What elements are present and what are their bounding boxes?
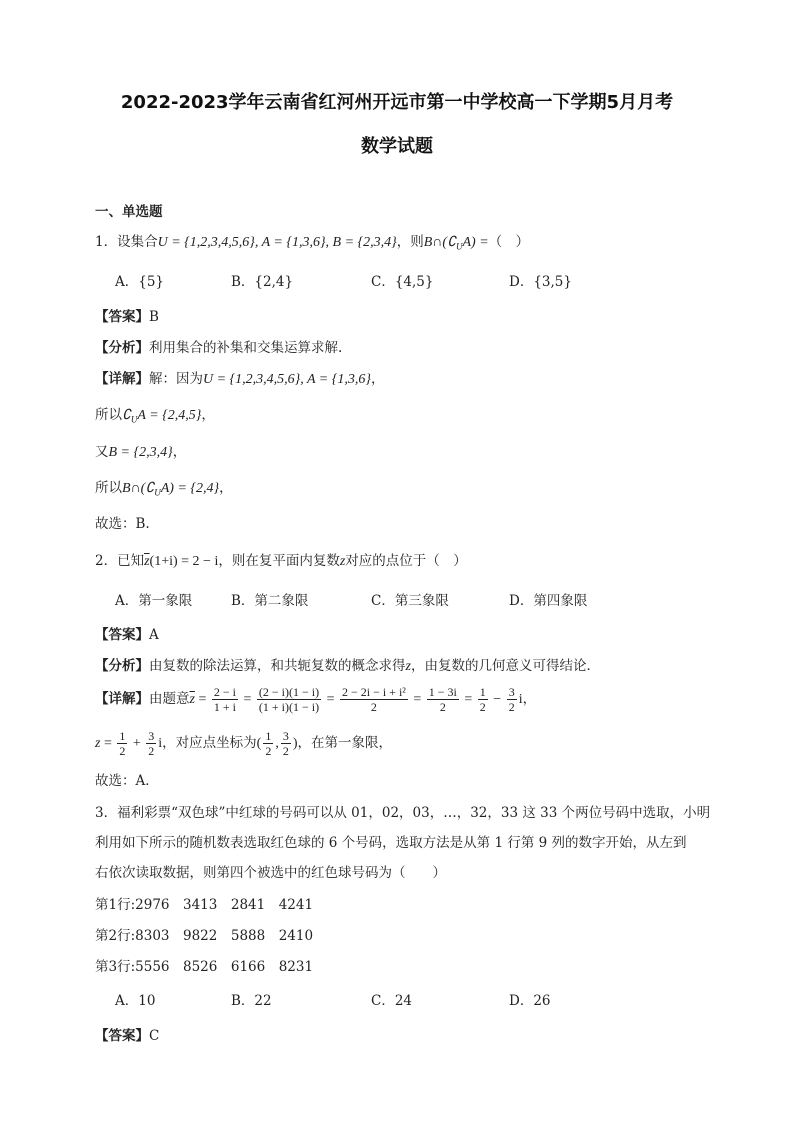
q2-frac-4-num: 1 − 3i: [428, 685, 457, 699]
q1-conclusion: 故选：B.: [95, 516, 150, 532]
q2-frac-5: [478, 685, 488, 714]
q3-table-row-2: 第2行:8303 9822 5888 2410: [95, 928, 314, 944]
q1-detail-4: [95, 479, 233, 502]
q1-detail-4-math: B∩(∁: [122, 481, 155, 496]
q1-detail-3-prefix: 又: [95, 444, 109, 460]
q2-detail-end: ，: [522, 691, 537, 707]
q3-answer-tag: 【答案】: [95, 1028, 149, 1044]
q2-stem-var: z: [339, 554, 346, 569]
q2-answer-value: A: [149, 627, 159, 643]
q2-option-d: D．第四象限: [509, 593, 588, 609]
q2-option-b: B．第二象限: [231, 593, 309, 609]
q2-frac-2-num: (2 − i)(1 − i): [258, 685, 320, 699]
q1-detail-2-suffix: ，: [201, 407, 215, 423]
q1-detail-1-math: U = {1,2,3,4,5,6}, A = {1,3,6}: [203, 372, 371, 387]
q1-detail-1: [95, 370, 384, 389]
q2-frac-6-num: 3: [508, 685, 515, 699]
q1-option-d: D．{3,5}: [509, 274, 572, 290]
q1-analysis-text: 利用集合的补集和交集运算求解.: [149, 340, 343, 356]
document-title-line-1: 2022-2023学年云南省红河州开远市第一中学校高一下学期5月月考: [120, 92, 674, 113]
q2-line2-z: z: [95, 736, 101, 751]
q2-stem-prefix: 2．已知: [95, 553, 145, 569]
q2-frac-2-den: (1 + i)(1 − i): [258, 700, 320, 714]
q2-point-y-den: 2: [282, 744, 289, 758]
q2-analysis-tag: 【分析】: [95, 658, 149, 674]
q1-stem-prefix: 1．设集合: [95, 234, 158, 250]
q2-analysis-a: 由复数的除法运算，和共轭复数的概念求得: [149, 658, 406, 674]
q3-stem-line-1: 3．福利彩票“双色球”中红球的号码可以从 01，02，03，…，32，33 这 33 个两位号码中选取，小明: [95, 805, 711, 821]
q2-stem-z: $\overline{z}$: [144, 554, 150, 569]
q2-point-x-den: 2: [265, 744, 272, 758]
q2-point-y-num: 3: [282, 729, 289, 743]
q1-detail-4-prefix: 所以: [95, 480, 122, 496]
q1-detail-2-sub: U: [130, 414, 138, 425]
q3-stem-line-3: 右依次读取数据，则第四个被选中的红色球号码为（ ）: [95, 865, 446, 881]
q1-stem-math3: A) =: [462, 235, 489, 250]
q2-line2-frac-2-den: 2: [148, 744, 155, 758]
q2-detail-prefix: 由题意: [149, 691, 190, 707]
q1-option-b: B．{2,4}: [231, 274, 294, 290]
q2-detail-1: 【详解】由题意$\overline{z}$ = $\frac{2 - i}{1 + i}$ = $\frac{(2 - i)(1 - i)}{(1 + i)(1 - i)}$ = $\frac{\text{2 − 2i − i + i²}}{2}$ = $\frac{1 - 3i}{2}$ = $\frac{1}{2}$ − $\frac{3}{2}$ i，: [95, 685, 537, 714]
q2-stem: [95, 552, 467, 571]
q1-analysis-tag: 【分析】: [95, 340, 149, 356]
q2-answer-tag: 【答案】: [95, 627, 149, 643]
q2-frac-5-num: 1: [479, 685, 486, 699]
q2-conclusion: 故选：A．: [95, 773, 159, 789]
q2-point-x: [263, 729, 273, 758]
q3-stem-line-2: 利用如下所示的随机数表选取红色球的 6 个号码，选取方法是从第 1 行第 9 列的数字开始，从左到: [95, 835, 687, 851]
q1-detail-4-sub: U: [154, 487, 161, 498]
q1-detail-2-math: ∁: [122, 408, 131, 423]
section-heading: 一、单选题: [95, 204, 163, 220]
q2-answer: [95, 626, 159, 644]
q1-detail-3-suffix: ，: [172, 444, 187, 460]
q1-answer: [95, 308, 159, 326]
q1-stem-sub: U: [455, 241, 463, 252]
q3-answer-value: C: [149, 1028, 160, 1044]
q1-option-c: C．{4,5}: [371, 274, 434, 290]
q1-detail-4-math2: A) = {2,4}: [160, 481, 220, 496]
q2-frac-3-num: 2 − 2i − i + i²: [341, 685, 406, 699]
q3-option-b: B．22: [231, 993, 272, 1009]
q2-line2-mid: ，对应点坐标为: [162, 735, 257, 751]
q1-answer-tag: 【答案】: [95, 309, 149, 325]
q2-detail-z: $\overline{z}$: [189, 692, 195, 707]
q3-table-row-3: 第3行:5556 8526 6166 8231: [95, 959, 314, 975]
q2-line2-frac-1: [117, 729, 127, 758]
q2-line2-frac-2: [146, 729, 156, 758]
q2-frac-2: [257, 685, 321, 714]
q1-detail-2: [95, 406, 215, 429]
q1-stem: [95, 233, 529, 256]
q1-detail-3: [95, 443, 186, 462]
q2-frac-1-num: 2 − i: [213, 685, 236, 699]
q3-option-c: C．24: [371, 993, 413, 1009]
q2-analysis-b: ，由复数的几何意义可得结论．: [410, 658, 600, 674]
q2-analysis: [95, 657, 600, 676]
q1-detail-4-suffix: ，: [219, 480, 233, 496]
q3-answer: [95, 1027, 159, 1045]
q2-line2-frac-1-den: 2: [119, 744, 126, 758]
q2-line2-frac-2-num: 3: [148, 729, 155, 743]
q1-stem-math2: B∩(∁: [423, 235, 456, 250]
q2-frac-3: [340, 685, 408, 714]
q2-frac-1: [212, 685, 238, 714]
q2-line2-i: i: [158, 736, 163, 751]
q1-detail-3-math: B = {2,3,4}: [108, 445, 173, 460]
q1-stem-mid: ，则: [396, 234, 424, 250]
q2-stem-math: (1+i) = 2 − i: [149, 554, 219, 569]
document-title-line-2: 数学试题: [361, 136, 433, 157]
q2-detail-2: z = $\frac{1}{2}$ + $\frac{3}{2}$ i，对应点坐标为( $\frac{1}{2}$ , $\frac{3}{2}$ )，在第一象限，: [95, 729, 392, 758]
q1-analysis: [95, 339, 342, 357]
q2-point-x-num: 1: [265, 729, 272, 743]
q2-frac-5-den: 2: [479, 700, 486, 714]
q1-detail-1-suffix: ，: [370, 371, 385, 387]
q3-option-d: D．26: [509, 993, 551, 1009]
q1-detail-2-math2: A = {2,4,5}: [137, 408, 202, 423]
q1-option-a: A．{5}: [115, 274, 165, 290]
q2-line2-frac-1-num: 1: [119, 729, 126, 743]
q2-option-c: C．第三象限: [371, 593, 449, 609]
q2-detail-i: i: [518, 692, 523, 707]
q1-detail-2-prefix: 所以: [95, 407, 122, 423]
q2-stem-suffix: 对应的点位于（ ）: [345, 553, 467, 569]
q2-option-a: A．第一象限: [115, 593, 193, 609]
q2-frac-6-den: 2: [508, 700, 515, 714]
q3-option-a: A．10: [115, 993, 156, 1009]
q1-stem-suffix: （ ）: [488, 234, 530, 250]
q2-frac-1-den: 1 + i: [213, 700, 236, 714]
q2-detail-tag: 【详解】: [95, 691, 149, 707]
q1-detail-1-prefix: 解：因为: [149, 371, 203, 387]
q2-point-y: [281, 729, 291, 758]
q1-detail-tag: 【详解】: [95, 371, 149, 387]
q2-frac-4: [427, 685, 459, 714]
q2-frac-6: [507, 685, 517, 714]
q1-answer-value: B: [149, 309, 159, 325]
q2-frac-4-den: 2: [439, 700, 446, 714]
q1-stem-math: U = {1,2,3,4,5,6}, A = {1,3,6}, B = {2,3,4}: [157, 235, 397, 250]
q3-table-row-1: 第1行:2976 3413 2841 4241: [95, 897, 314, 913]
q2-line2-suffix: ，在第一象限，: [297, 735, 392, 751]
q2-frac-3-den: 2: [370, 700, 377, 714]
q2-analysis-var: z: [405, 659, 411, 674]
q2-stem-mid: ，则在复平面内复数: [218, 553, 340, 569]
